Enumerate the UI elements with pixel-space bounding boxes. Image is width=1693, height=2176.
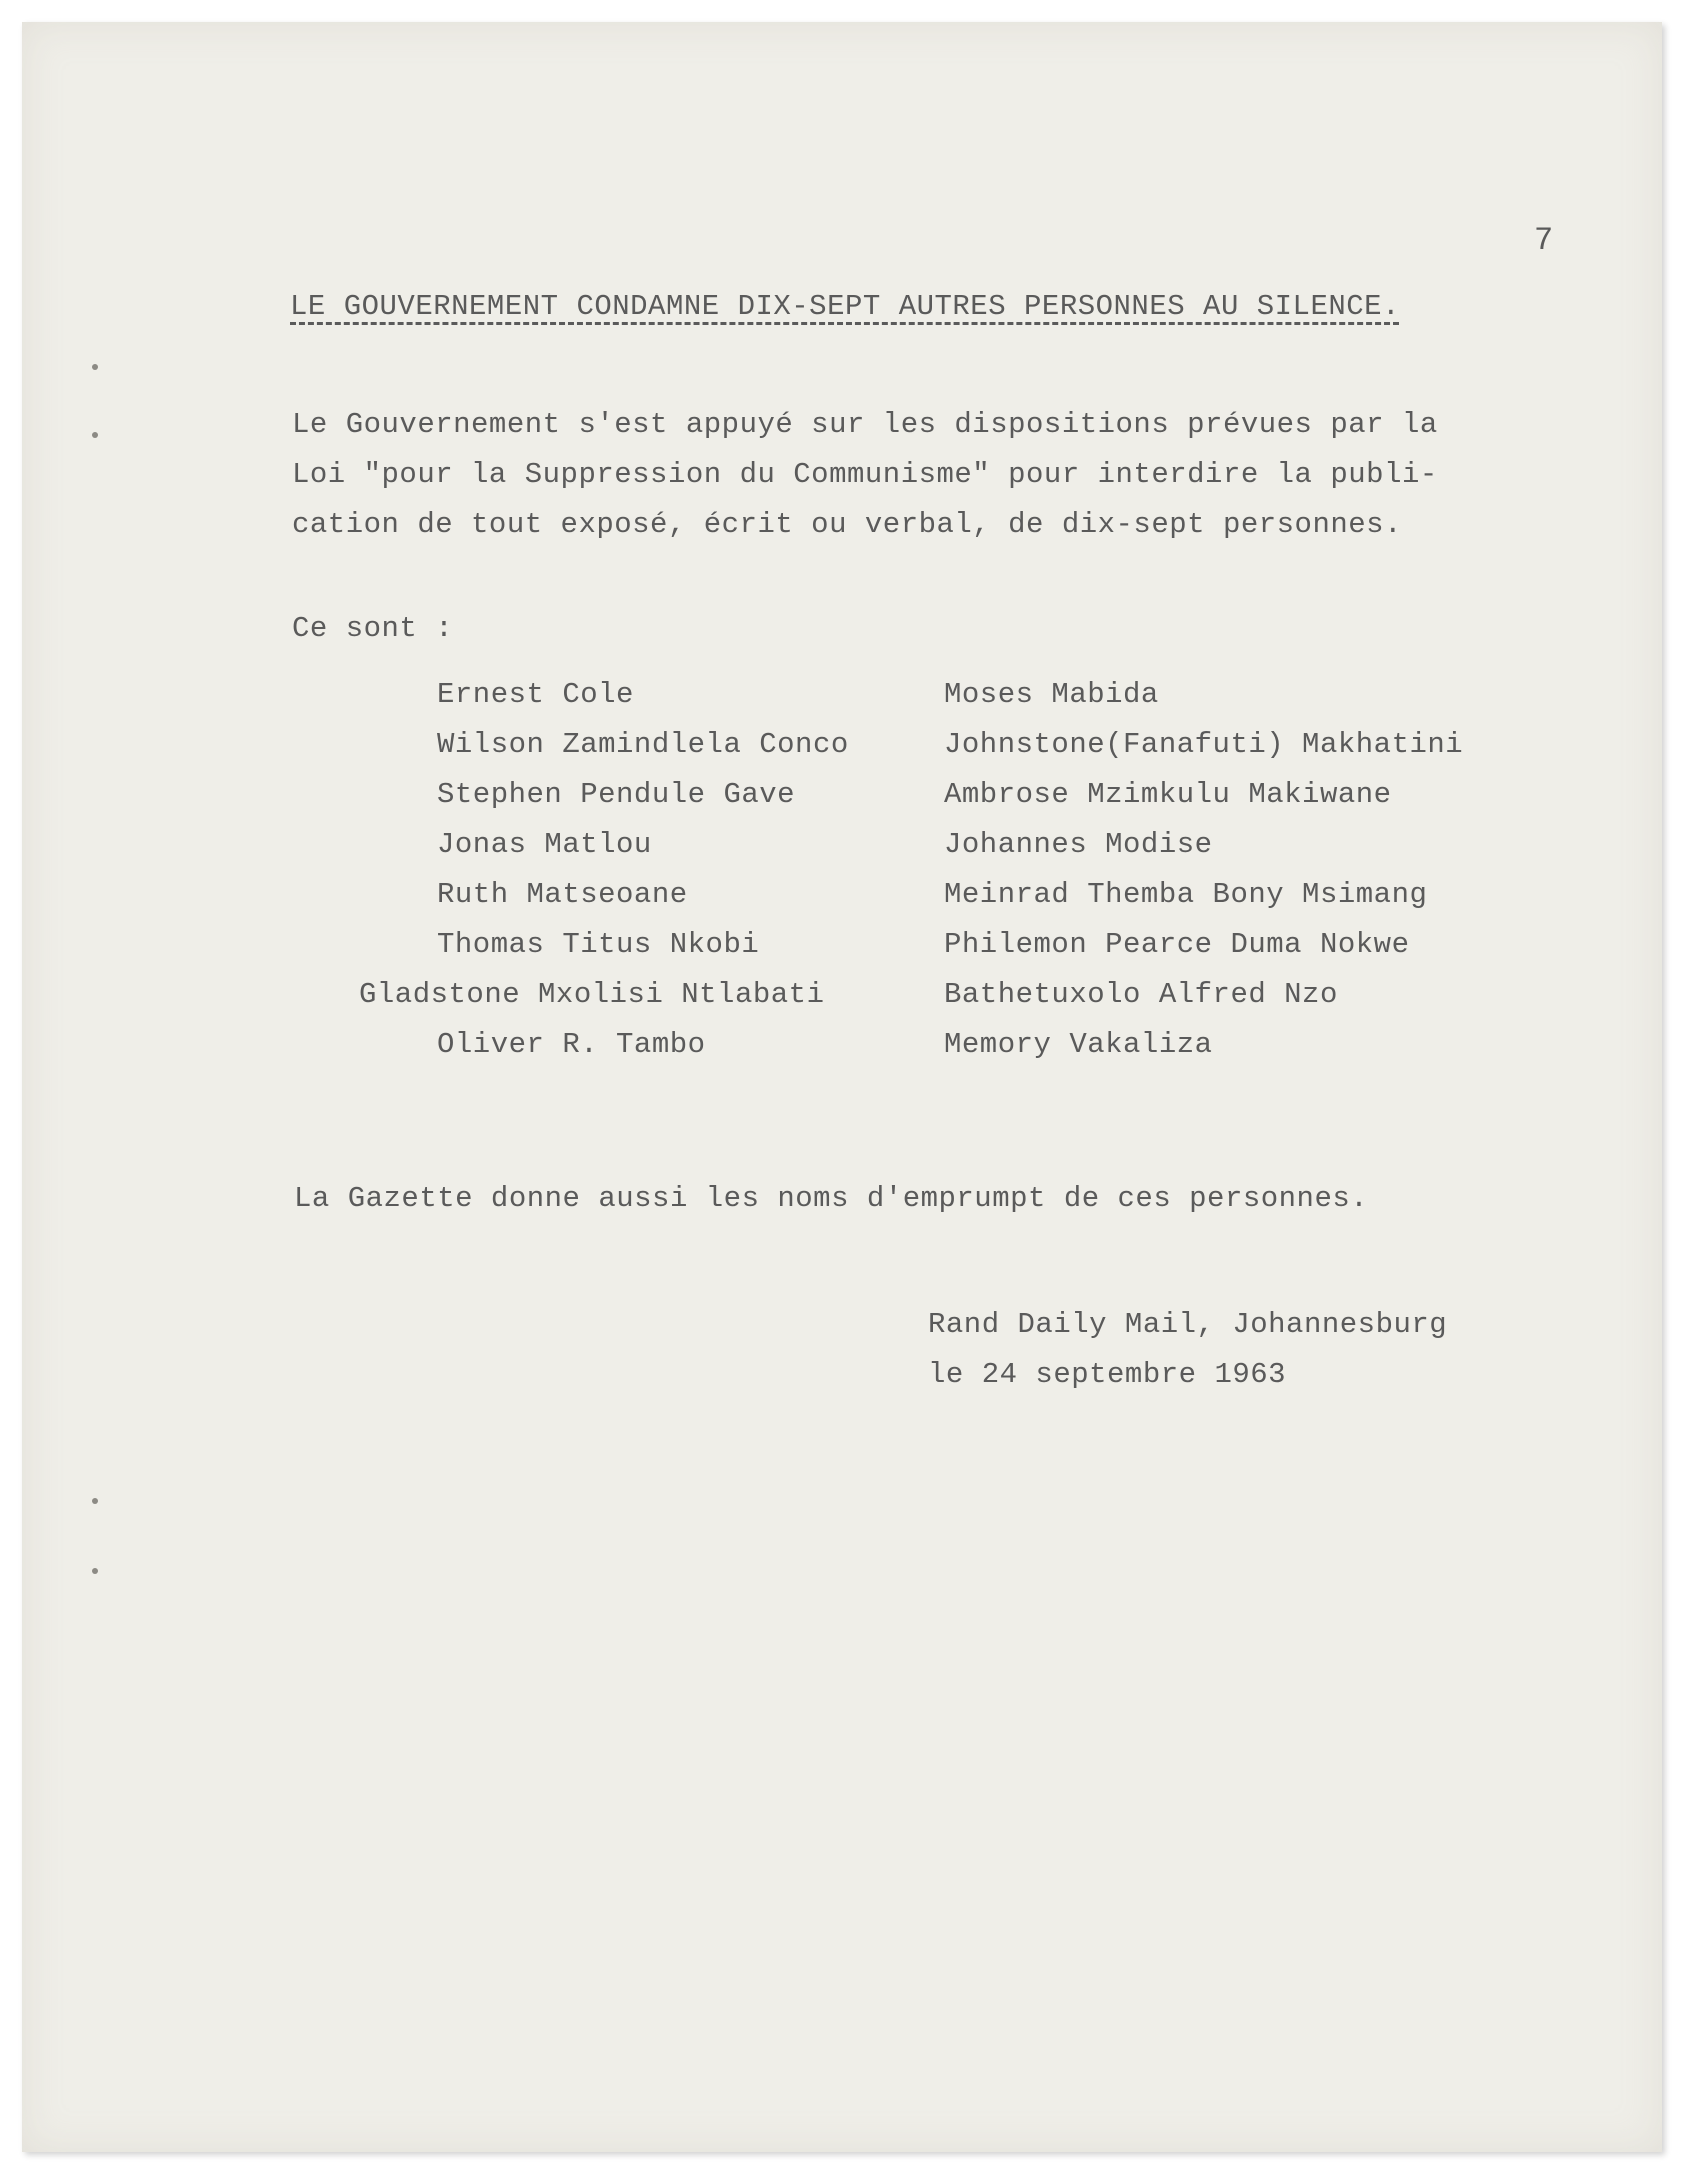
name-left: Jonas Matlou xyxy=(437,828,652,861)
intro-line: cation de tout exposé, écrit ou verbal, de dix-sept personnes. xyxy=(292,508,1402,541)
document-page xyxy=(22,22,1662,2152)
name-right: Meinrad Themba Bony Msimang xyxy=(944,878,1428,911)
name-left: Ruth Matseoane xyxy=(437,878,688,911)
name-left: Oliver R. Tambo xyxy=(437,1028,706,1061)
list-label: Ce sont : xyxy=(292,612,454,645)
source-date: le 24 septembre 1963 xyxy=(928,1358,1287,1391)
name-right: Johannes Modise xyxy=(944,828,1213,861)
name-right: Johnstone(Fanafuti) Makhatini xyxy=(944,728,1464,761)
closing-line: La Gazette donne aussi les noms d'emprumpt de ces personnes. xyxy=(294,1182,1369,1215)
name-right: Philemon Pearce Duma Nokwe xyxy=(944,928,1410,961)
name-right: Ambrose Mzimkulu Makiwane xyxy=(944,778,1392,811)
name-left: Thomas Titus Nkobi xyxy=(437,928,760,961)
source-publication: Rand Daily Mail, Johannesburg xyxy=(928,1308,1448,1341)
name-left: Stephen Pendule Gave xyxy=(437,778,796,811)
punch-hole-mark xyxy=(92,432,98,438)
name-right: Bathetuxolo Alfred Nzo xyxy=(944,978,1338,1011)
intro-line: Loi "pour la Suppression du Communisme" pour interdire la publi- xyxy=(292,458,1438,491)
punch-hole-mark xyxy=(92,1498,98,1504)
name-left: Wilson Zamindlela Conco xyxy=(437,728,849,761)
page-number: 7 xyxy=(1534,222,1554,259)
punch-hole-mark xyxy=(92,364,98,370)
name-left: Gladstone Mxolisi Ntlabati xyxy=(359,978,825,1011)
name-right: Memory Vakaliza xyxy=(944,1028,1213,1061)
punch-hole-mark xyxy=(92,1568,98,1574)
intro-line: Le Gouvernement s'est appuyé sur les dispositions prévues par la xyxy=(292,408,1438,441)
document-title: LE GOUVERNEMENT CONDAMNE DIX-SEPT AUTRES PERSONNES AU SILENCE. xyxy=(290,290,1400,323)
name-left: Ernest Cole xyxy=(437,678,634,711)
name-right: Moses Mabida xyxy=(944,678,1159,711)
